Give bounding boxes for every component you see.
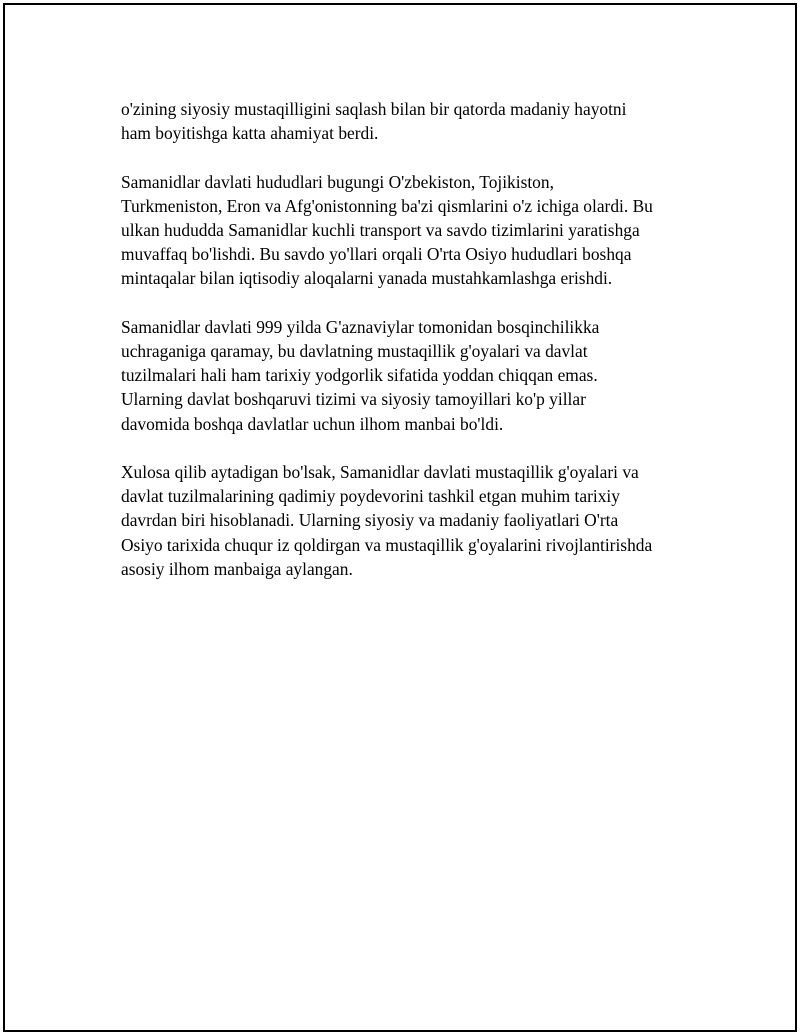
paragraph-line: Samanidlar davlati hududlari bugungi O'zbekiston, Tojikiston, xyxy=(121,171,554,192)
paragraph-line: Samanidlar davlati 999 yilda G'aznaviylar tomonidan bosqinchilikka xyxy=(121,316,600,337)
paragraph-line: davrdan biri hisoblanadi. Ularning siyosiy va madaniy faoliyatlari O'rta xyxy=(121,510,619,531)
document-page xyxy=(3,3,797,1032)
paragraph-2 xyxy=(121,170,701,291)
paragraph-line: mintaqalar bilan iqtisodiy aloqalarni yanada mustahkamlashga erishdi. xyxy=(121,268,613,289)
paragraph-line: davlat tuzilmalarining qadimiy poydevorini tashkil etgan muhim tarixiy xyxy=(121,486,620,507)
paragraph-line: Ularning davlat boshqaruvi tizimi va siyosiy tamoyillari ko'p yillar xyxy=(121,389,586,410)
paragraph-line: Xulosa qilib aytadigan bo'lsak, Samanidlar davlati mustaqillik g'oyalari va xyxy=(121,462,639,482)
paragraph-3 xyxy=(121,315,701,436)
paragraph-line: davomida boshqa davlatlar uchun ilhom manbai bo'ldi. xyxy=(121,413,504,434)
paragraph-line: Turkmeniston, Eron va Afg'onistonning ba'zi qismlarini o'z ichiga olardi. Bu xyxy=(121,195,653,216)
paragraph-line: asosiy ilhom manbaiga aylangan. xyxy=(121,558,353,579)
paragraph-line: o'zining siyosiy mustaqilligini saqlash bilan bir qatorda madaniy hayotni xyxy=(121,99,627,119)
paragraph-1 xyxy=(121,97,701,145)
paragraph-line: Osiyo tarixida chuqur iz qoldirgan va mustaqillik g'oyalarini rivojlantirishda xyxy=(121,534,653,555)
document-body xyxy=(121,97,701,605)
paragraph-line: ham boyitishga katta ahamiyat berdi. xyxy=(121,123,379,144)
paragraph-line: tuzilmalari hali ham tarixiy yodgorlik sifatida yoddan chiqqan emas. xyxy=(121,365,598,386)
paragraph-line: uchraganiga qaramay, bu davlatning mustaqillik g'oyalari va davlat xyxy=(121,341,588,361)
paragraph-line: ulkan hududda Samanidlar kuchli transport va savdo tizimlarini yaratishga xyxy=(121,220,640,240)
paragraph-4 xyxy=(121,460,701,581)
paragraph-line: muvaffaq bo'lishdi. Bu savdo yo'llari orqali O'rta Osiyo hududlari boshqa xyxy=(121,244,632,265)
